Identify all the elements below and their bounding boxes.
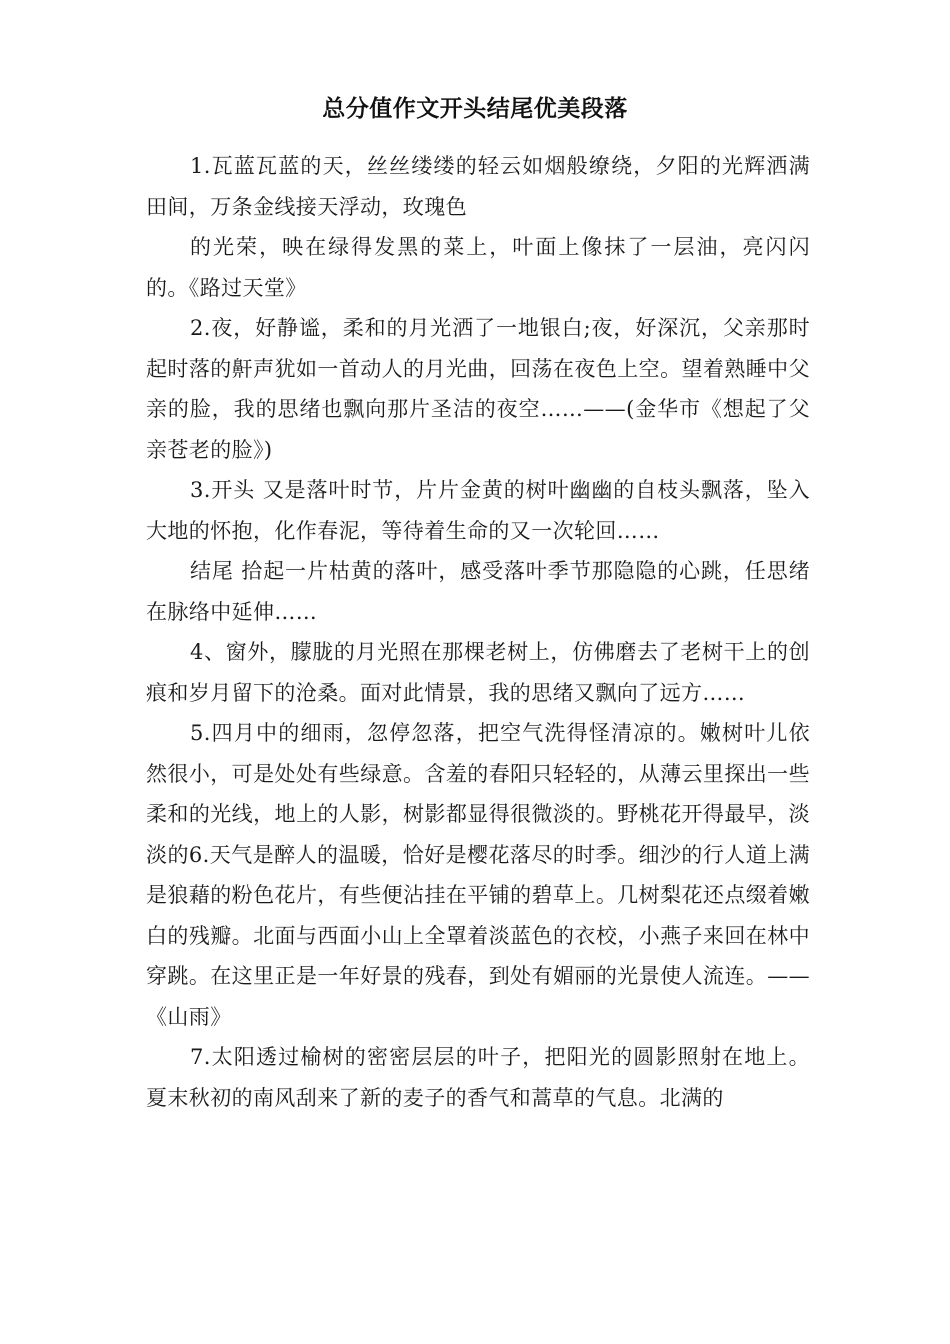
- paragraph-1: 1.瓦蓝瓦蓝的天，丝丝缕缕的轻云如烟般缭绕，夕阳的光辉洒满田间，万条金线接天浮动，玫瑰色: [146, 154, 810, 219]
- paragraph-8: 7.太阳透过榆树的密密层层的叶子，把阳光的圆影照射在地上。夏末秋初的南风刮来了新的麦子的香气和蒿草的气息。北满的: [146, 1045, 810, 1110]
- paragraph-3: 2.夜，好静谧，柔和的月光洒了一地银白;夜，好深沉，父亲那时起时落的鼾声犹如一首动人的月光曲，回荡在夜色上空。望着熟睡中父亲的脸，我的思绪也飘向那片圣洁的夜空……——(金华市《想起了父亲苍老的脸》): [146, 316, 810, 462]
- paragraph-2: 的光荣，映在绿得发黑的菜上，叶面上像抹了一层油，亮闪闪的。《路过天堂》: [146, 235, 810, 300]
- paragraph-7: 5.四月中的细雨，忽停忽落，把空气洗得怪清凉的。嫩树叶儿依然很小，可是处处有些绿意。含羞的春阳只轻轻的，从薄云里探出一些柔和的光线，地上的人影，树影都显得很微淡的。野桃花开得最早，淡淡的6.天气是醉人的温暖，恰好是樱花落尽的时季。细沙的行人道上满是狼藉的粉色花片，有些便沾挂在平铺的碧草上。几树梨花还点缀着嫩白的残瓣。北面与西面小山上全罩着淡蓝色的衣校，小燕子来回在林中穿跳。在这里正是一年好景的残春，到处有媚丽的光景使人流连。——《山雨》: [146, 721, 810, 1029]
- paragraph-5: 结尾 拾起一片枯黄的落叶，感受落叶季节那隐隐的心跳，任思绪在脉络中延伸……: [146, 559, 810, 624]
- paragraph-6: 4、窗外，朦胧的月光照在那棵老树上，仿佛磨去了老树干上的创痕和岁月留下的沧桑。面对此情景，我的思绪又飘向了远方……: [146, 640, 810, 705]
- document-title: 总分值作文开头结尾优美段落: [322, 96, 628, 122]
- paragraph-4: 3.开头 又是落叶时节，片片金黄的树叶幽幽的自枝头飘落，坠入大地的怀抱，化作春泥，等待着生命的又一次轮回……: [146, 478, 810, 543]
- document-body: [146, 146, 810, 1118]
